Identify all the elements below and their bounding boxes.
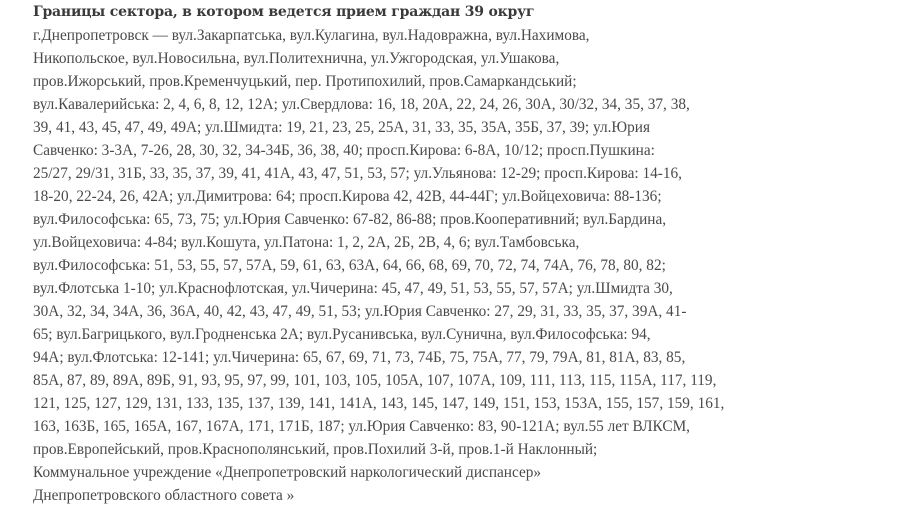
text-line: Савченко: 3-3А, 7-26, 28, 30, 32, 34-34Б, 36, 38, 40; просп.Кирова: 6-8А, 10/12; просп.Пушкина:	[33, 142, 655, 159]
text-line: вул.Философська: 65, 73, 75; ул.Юрия Савченко: 67-82, 86-88; пров.Кооперативний; вул.Бардина,	[33, 211, 667, 228]
text-line: 39, 41, 43, 45, 47, 49, 49А; ул.Шмидта: 19, 21, 23, 25, 25А, 31, 33, 35, 35А, 35Б, 37, 39; ул.Юрия	[33, 119, 651, 136]
text-line: 163, 163Б, 165, 165А, 167, 167А, 171, 171Б, 187; ул.Юрия Савченко: 83, 90-121А; вул.55 лет ВЛКСМ,	[33, 418, 690, 435]
text-line: пров.Ижорський, пров.Кременчуцький, пер. Протипохилий, пров.Самаркандський;	[33, 73, 577, 90]
text-line: Никопольское, вул.Новосильна, вул.Политехнична, ул.Ужгородская, ул.Ушакова,	[33, 50, 560, 67]
document-body	[33, 0, 724, 507]
text-line: 25/27, 29/31, 31Б, 33, 35, 37, 39, 41, 41А, 43, 47, 51, 53, 57; ул.Ульянова: 12-29; просп.Кирова: 14-16,	[33, 165, 682, 182]
text-line: вул.Флотська 1-10; ул.Краснофлотская, ул.Чичерина: 45, 47, 49, 51, 53, 55, 57, 57А; ул.Шмидта 30,	[33, 280, 673, 297]
text-line: 121, 125, 127, 129, 131, 133, 135, 137, 139, 141, 141А, 143, 145, 147, 149, 151, 153, 153А, 155, 157, 159, 161,	[33, 395, 725, 412]
text-line: 85А, 87, 89, 89А, 89Б, 91, 93, 95, 97, 99, 101, 103, 105, 105А, 107, 107А, 109, 111, 113, 115, 115А, 117, 119,	[33, 372, 717, 389]
text-line: 18-20, 22-24, 26, 42А; ул.Димитрова: 64; просп.Кирова 42, 42В, 44-44Г; ул.Войцеховича: 88-136;	[33, 188, 662, 205]
text-line: вул.Философська: 51, 53, 55, 57, 57А, 59, 61, 63, 63А, 64, 66, 68, 69, 70, 72, 74, 74А, 76, 78, 80, 82;	[33, 257, 666, 274]
text-line: г.Днепропетровск — вул.Закарпатська, вул.Кулагина, вул.Надовражна, вул.Нахимова,	[33, 27, 590, 44]
text-line: 94А; вул.Флотська: 12-141; ул.Чичерина: 65, 67, 69, 71, 73, 74Б, 75, 75А, 77, 79, 79А, 81, 81А, 83, 85,	[33, 349, 686, 366]
text-line: вул.Кавалерийська: 2, 4, 6, 8, 12, 12А; ул.Свердлова: 16, 18, 20А, 22, 24, 26, 30А, 30/32, 34, 35, 37, 38,	[33, 96, 690, 113]
address-text	[33, 24, 724, 507]
text-line: Днепропетровского областного совета »	[33, 487, 295, 504]
section-heading: Границы сектора, в котором ведется прием граждан 39 округ	[33, 4, 535, 20]
text-line: Коммунальное учреждение «Днепропетровский наркологический диспансер»	[33, 464, 542, 481]
text-line: пров.Европейський, пров.Краснополянський, пров.Похилий 3-й, пров.1-й Наклонный;	[33, 441, 598, 458]
text-line: 30А, 32, 34, 34А, 36, 36А, 40, 42, 43, 47, 49, 51, 53; ул.Юрия Савченко: 27, 29, 31, 33, 35, 37, 39А, 41-	[33, 303, 687, 320]
text-line: ул.Войцеховича: 4-84; вул.Кошута, ул.Патона: 1, 2, 2А, 2Б, 2В, 4, 6; вул.Тамбовська,	[33, 234, 580, 251]
text-line: 65; вул.Багрицького, вул.Гродненська 2А; вул.Русанивська, вул.Сунична, вул.Философська: 94,	[33, 326, 651, 343]
